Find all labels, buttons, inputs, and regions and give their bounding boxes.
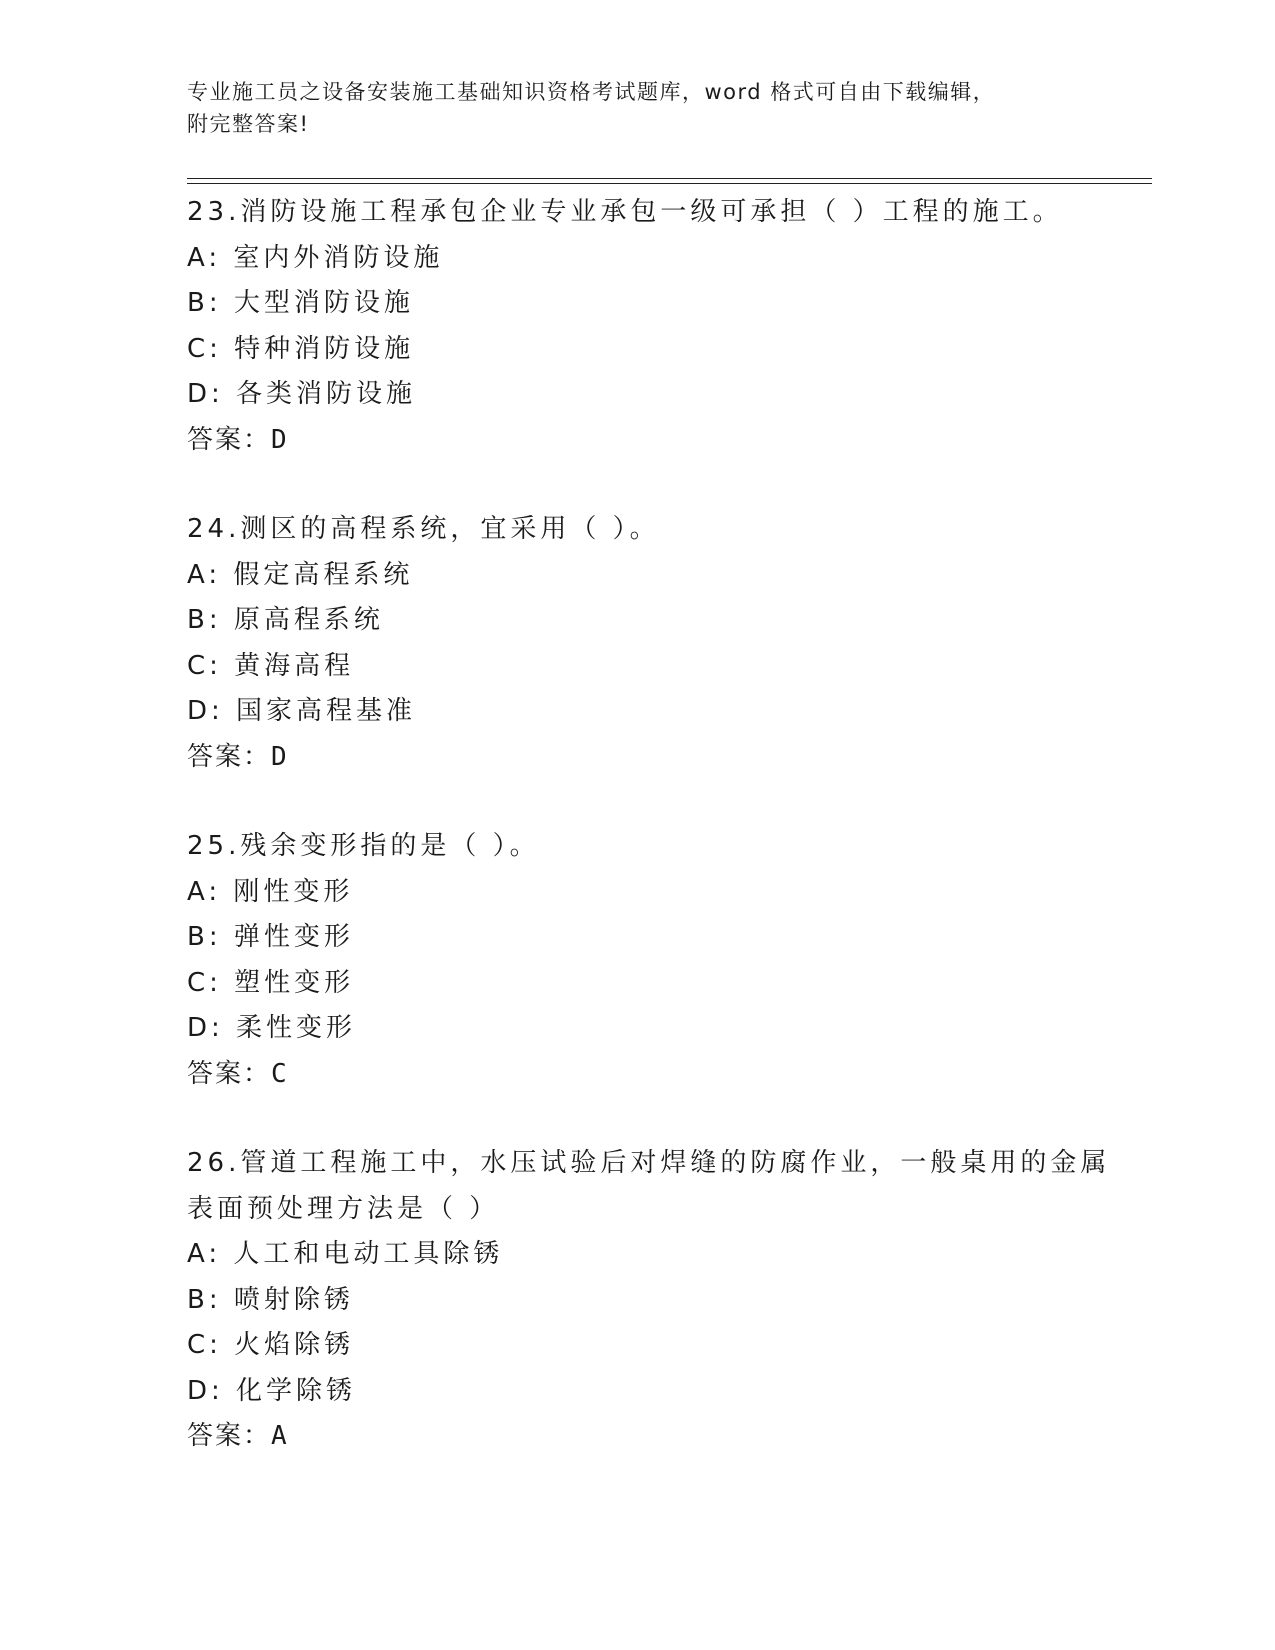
option-d: D: 柔性变形: [187, 1013, 357, 1043]
option-c: C: 塑性变形: [187, 967, 355, 998]
question-24: [187, 507, 1137, 780]
question-26: [187, 1141, 1137, 1460]
header-line-1: 专业施工员之设备安装施工基础知识资格考试题库，word 格式可自由下载编辑，: [187, 80, 996, 104]
option-d: D: 化学除锈: [187, 1375, 357, 1406]
header-divider-top: [187, 178, 1152, 179]
answer: [187, 1414, 1137, 1460]
option-d: D: 各类消防设施: [187, 379, 417, 409]
question-stem-continued: 表面预处理方法是（ ）: [187, 1193, 500, 1224]
document-header: [187, 76, 1087, 140]
option-b: B: 弹性变形: [187, 922, 354, 952]
option-a: A: 室内外消防设施: [187, 242, 444, 273]
answer-value: D: [271, 741, 287, 772]
answer-label: 答案：: [187, 1421, 272, 1451]
question-stem: 24.测区的高程系统，宜采用（ ）。: [187, 514, 660, 544]
option-c: C: 特种消防设施: [187, 333, 415, 364]
question-25: [187, 824, 1137, 1097]
option-c: C: 黄海高程: [187, 650, 355, 681]
answer: [187, 735, 1137, 781]
answer: [187, 418, 1137, 464]
question-stem: 26.管道工程施工中，水压试验后对焊缝的防腐作业，一般桌用的金属: [187, 1148, 1111, 1178]
answer: [187, 1052, 1137, 1098]
option-b: B: 喷射除锈: [187, 1284, 354, 1315]
answer-value: C: [271, 1058, 287, 1089]
question-23: [187, 190, 1137, 463]
header-divider-bottom: [187, 183, 1152, 184]
answer-value: A: [271, 1421, 287, 1451]
option-a: A: 假定高程系统: [187, 559, 414, 590]
option-a: A: 刚性变形: [187, 876, 354, 907]
question-stem: 23.消防设施工程承包企业专业承包一级可承担（ ）工程的施工。: [187, 197, 1063, 227]
option-c: C: 火焰除锈: [187, 1330, 355, 1360]
answer-label: 答案：: [187, 424, 272, 455]
header-line-2: 附完整答案!: [187, 112, 310, 136]
answer-value: D: [271, 424, 287, 455]
option-a: A: 人工和电动工具除锈: [187, 1239, 504, 1269]
option-b: B: 原高程系统: [187, 605, 384, 635]
option-b: B: 大型消防设施: [187, 288, 414, 318]
question-stem: 25.残余变形指的是（ ）。: [187, 831, 540, 861]
answer-label: 答案：: [187, 1058, 272, 1089]
question-list: [187, 190, 1137, 1460]
answer-label: 答案：: [187, 741, 272, 772]
option-d: D: 国家高程基准: [187, 696, 417, 726]
